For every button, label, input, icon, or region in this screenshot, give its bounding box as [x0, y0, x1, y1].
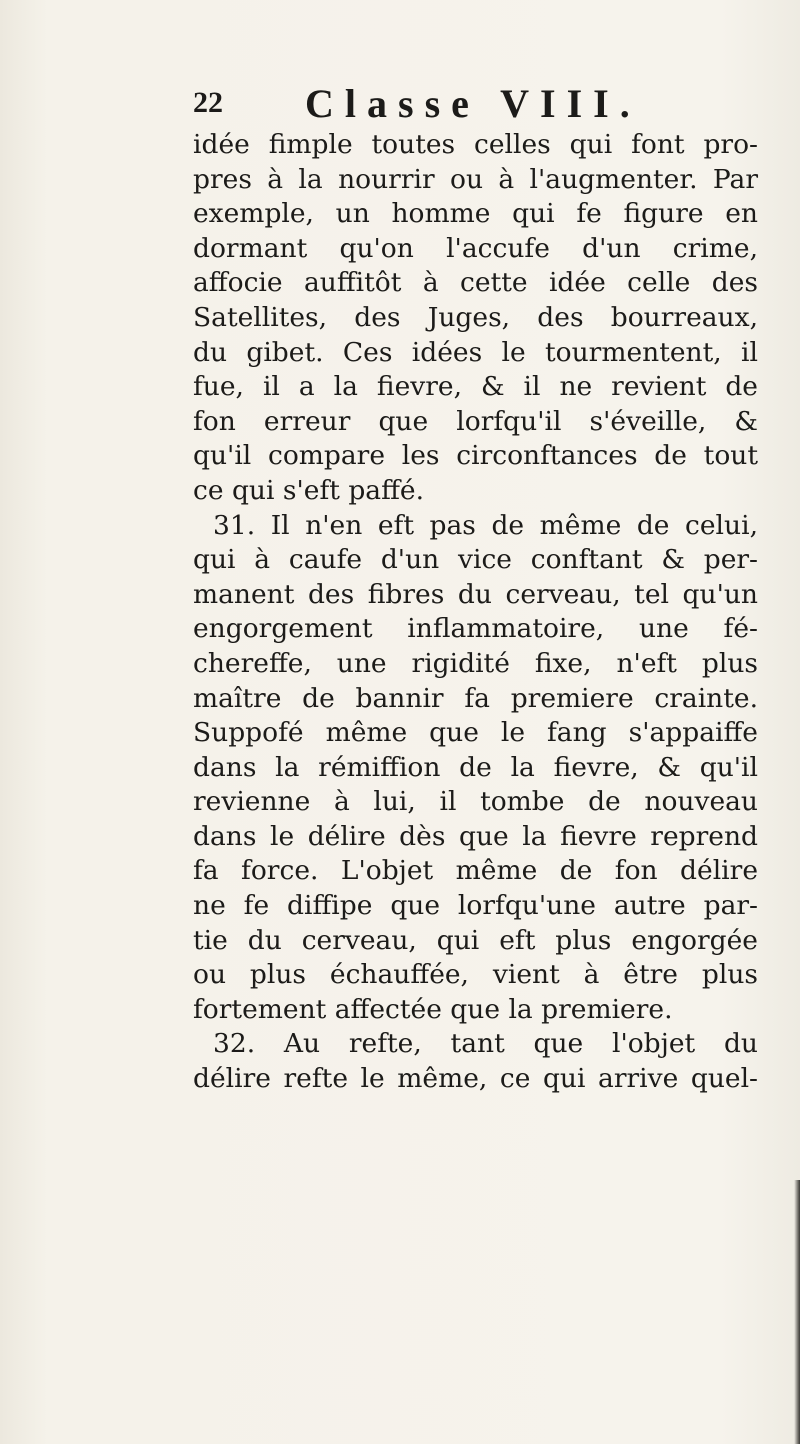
text-line: dans la rémiffion de la fievre, & qu'il	[193, 751, 758, 783]
text-line: pres à la nourrir ou à l'augmenter. Par	[193, 163, 758, 195]
text-line: Suppofé même que le fang s'appaiffe	[193, 717, 758, 749]
text-line: fa force. L'objet même de fon délire	[193, 855, 758, 887]
running-title: Classe VIII.	[305, 81, 641, 126]
text-line: dans le délire dès que la fievre reprend	[193, 820, 758, 852]
text-line: revienne à lui, il tombe de nouveau	[193, 786, 758, 818]
text-line: exemple, un homme qui fe figure en	[193, 198, 758, 230]
text-line: maître de bannir fa premiere crainte.	[193, 682, 758, 714]
page-header	[193, 81, 773, 128]
text-line: ce qui s'eft paffé.	[193, 474, 425, 506]
text-line: délire refte le même, ce qui arrive quel-	[193, 1063, 758, 1095]
text-line: Satellites, des Juges, des bourreaux,	[193, 301, 758, 333]
text-line: affocie auffitôt à cette idée celle des	[193, 267, 758, 299]
text-line: qui à caufe d'un vice conftant & per-	[193, 544, 758, 576]
text-line: fue, il a la fievre, & il ne revient de	[193, 371, 758, 403]
text-line: manent des fibres du cerveau, tel qu'un	[193, 578, 758, 610]
text-line: fon erreur que lorfqu'il s'éveille, &	[193, 405, 758, 437]
text-line: tie du cerveau, qui eft plus engorgée	[193, 924, 758, 956]
text-line: engorgement inflammatoire, une fé-	[193, 613, 758, 645]
text-line: qu'il compare les circonftances de tout	[193, 440, 758, 472]
text-line: fortement affectée que la premiere.	[193, 993, 673, 1025]
text-line: chereffe, une rigidité fixe, n'eft plus	[193, 647, 758, 679]
text-line: ne fe diffipe que lorfqu'une autre par-	[193, 890, 758, 922]
text-line: dormant qu'on l'accufe d'un crime,	[193, 232, 758, 264]
text-line: du gibet. Ces idées le tourmentent, il	[193, 336, 758, 368]
page-number: 22	[193, 86, 223, 119]
paragraph-31-start: 31. Il n'en eft pas de même de celui,	[213, 509, 758, 541]
text-line: ou plus échauffée, vient à être plus	[193, 959, 758, 991]
text-block	[193, 81, 773, 1097]
paragraph-32-start: 32. Au refte, tant que l'objet du	[213, 1028, 758, 1060]
text-line: idée fimple toutes celles qui font pro-	[193, 129, 758, 160]
page-edge-shadow	[794, 1180, 800, 1444]
